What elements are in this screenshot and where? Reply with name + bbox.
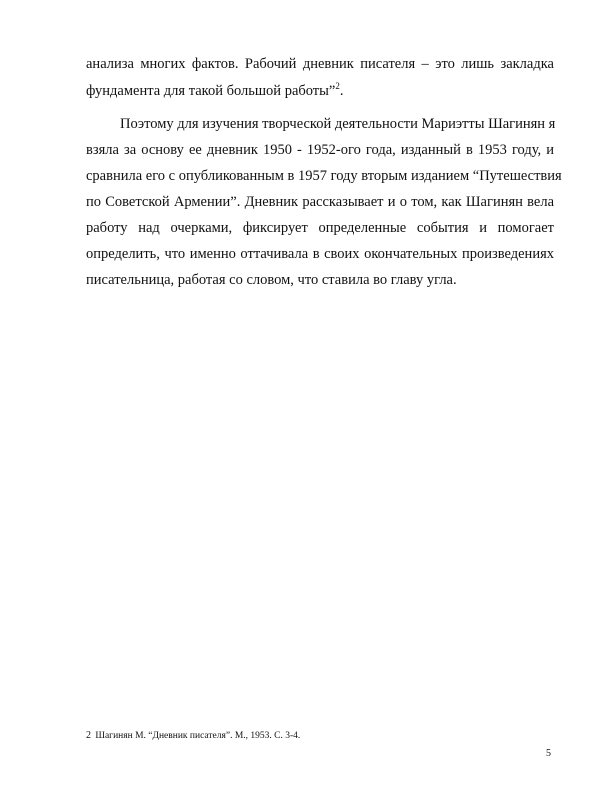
paragraph-2-line-1: Поэтому для изучения творческой деятельности Мариэтты Шагинян я — [120, 116, 556, 132]
paragraph-1-line-2 — [86, 83, 554, 99]
footnote — [86, 730, 300, 741]
paragraph-1-line-2-text: фундамента для такой большой работы” — [86, 83, 336, 99]
paragraph-2-line-6: определить, что именно оттачивала в своих окончательных произведениях — [86, 246, 554, 262]
footnote-reference: 2 — [335, 81, 340, 92]
paragraph-2-line-5: работу над очерками, фиксирует определенные события и помогает — [86, 220, 554, 236]
footnote-text: Шагинян М. “Дневник писателя”. М., 1953. С. 3-4. — [95, 731, 301, 741]
paragraph-2-line-4: по Советской Армении”. Дневник рассказывает и о том, как Шагинян вела — [86, 194, 554, 210]
page-number: 5 — [546, 748, 551, 759]
paragraph-1-line-1: анализа многих фактов. Рабочий дневник писателя – это лишь закладка — [86, 56, 554, 72]
paragraph-2-line-2: взяла за основу ее дневник 1950 - 1952-ого года, изданный в 1953 году, и — [86, 142, 554, 158]
footnote-number: 2 — [86, 730, 91, 741]
paragraph-2-line-3: сравнила его с опубликованным в 1957 году вторым изданием “Путешествия — [86, 168, 562, 184]
paragraph-2-line-7: писательница, работая со словом, что ставила во главу угла. — [86, 272, 457, 288]
paragraph-1-ending: . — [339, 83, 344, 99]
